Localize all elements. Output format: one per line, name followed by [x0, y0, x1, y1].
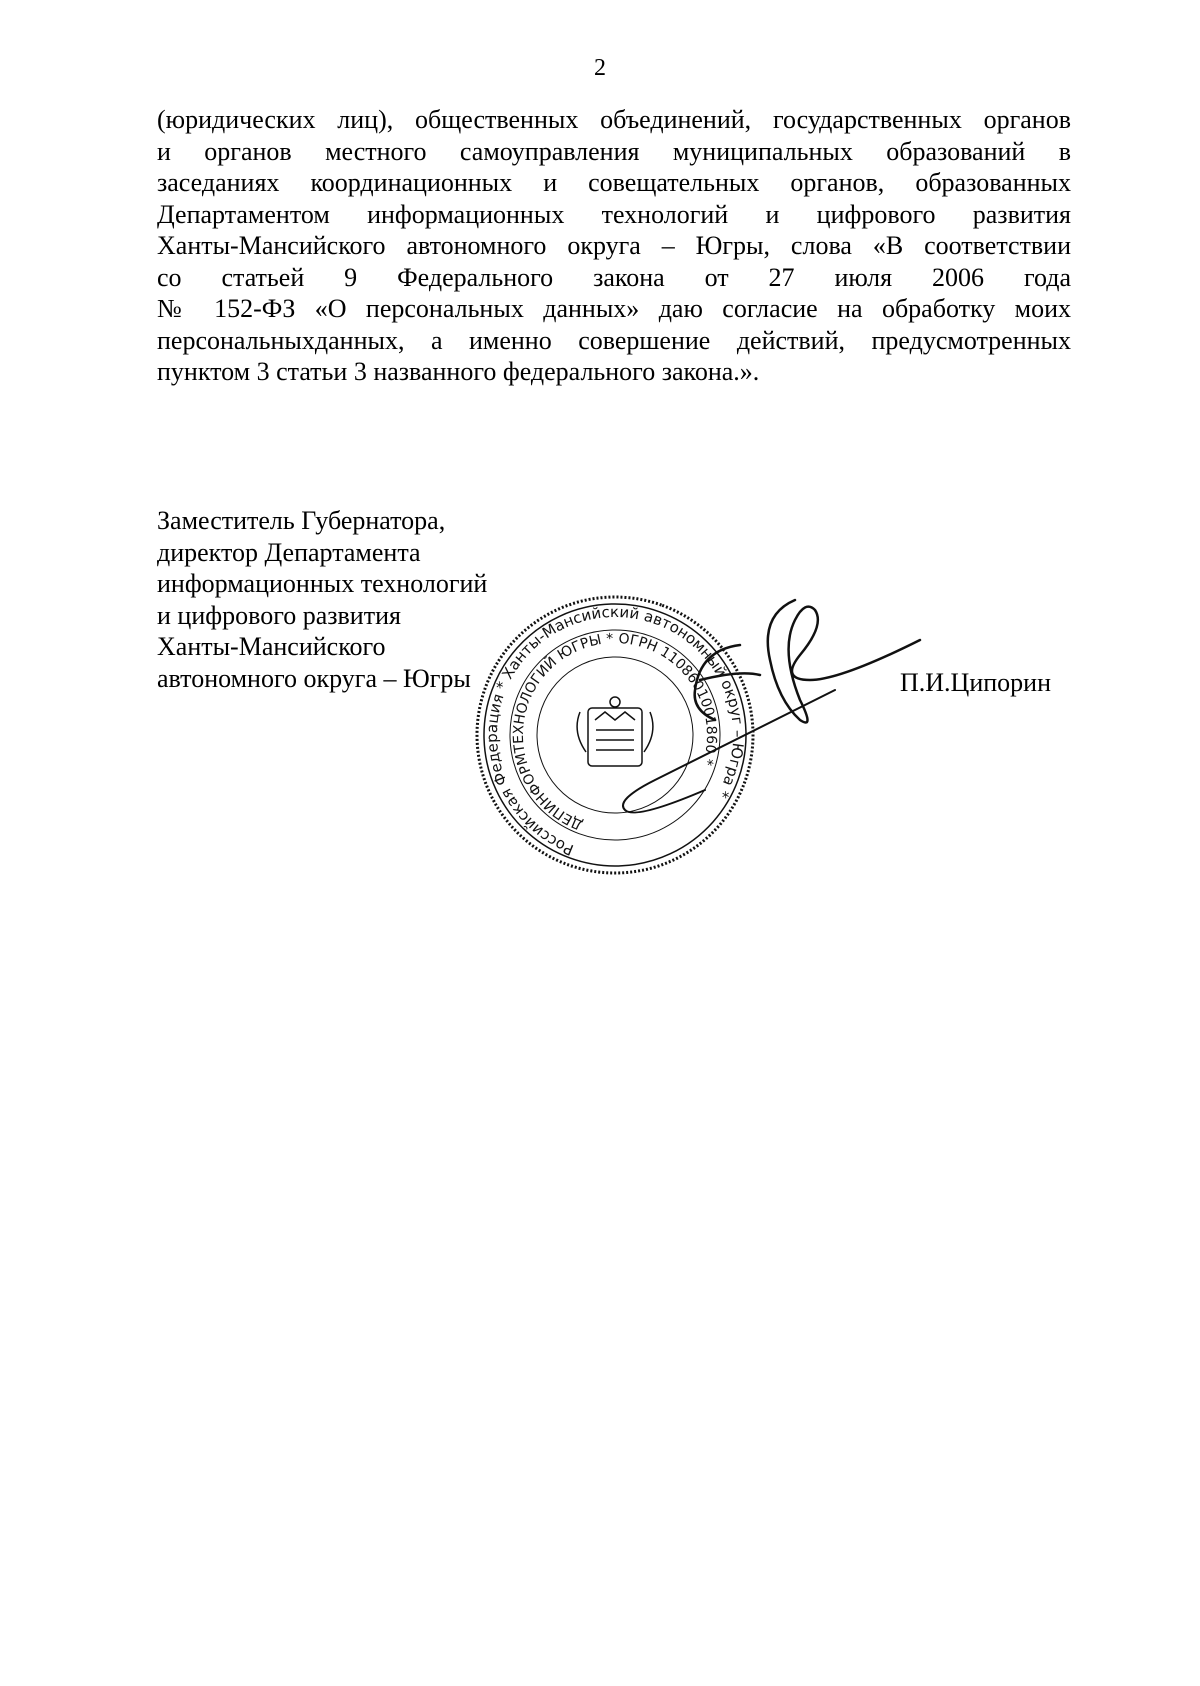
handwritten-signature [580, 590, 940, 830]
signatory-title-line: директор Департамента [157, 537, 421, 567]
signatory-title-line: Ханты-Мансийского [157, 632, 386, 661]
body-line: № 152-ФЗ «О персональных данных» даю согласие на обработку моих [157, 294, 1071, 323]
body-line: Ханты-Мансийского автономного округа – Югры, слова «В соответствии [157, 231, 1071, 260]
body-line: и органов местного самоуправления муниципальных образований в [157, 136, 1071, 166]
page-number: 2 [594, 55, 606, 81]
body-line: пунктом 3 статьи 3 названного федерального закона.». [157, 357, 760, 386]
body-line: Департаментом информационных технологий и цифрового развития [157, 199, 1071, 229]
body-line: со статьей 9 Федерального закона от 27 июля 2006 года [157, 262, 1071, 292]
body-line: заседаниях координационных и совещательных органов, образованных [157, 168, 1071, 197]
body-paragraph [157, 104, 1071, 388]
stamp-outer-text: Российская Федерация * Ханты-Мансийский автономный округ – Югра * [482, 602, 748, 859]
signer-name: П.И.Ципорин [900, 668, 1051, 697]
signatory-title-line: информационных технологий [157, 569, 488, 598]
stamp-inner-text: ДЕПИНФОРМТЕХНОЛОГИЙ ЮГРЫ * ОГРН 1108601001860 * [510, 630, 720, 833]
body-line: персональныхданных, а именно совершение действий, предусмотренных [157, 325, 1071, 355]
signatory-title-line: автономного округа – Югры [157, 663, 471, 693]
body-line: (юридических лиц), общественных объединений, государственных органов [157, 105, 1071, 134]
signatory-title-line: и цифрового развития [157, 600, 401, 630]
signatory-title-line: Заместитель Губернатора, [157, 506, 446, 535]
